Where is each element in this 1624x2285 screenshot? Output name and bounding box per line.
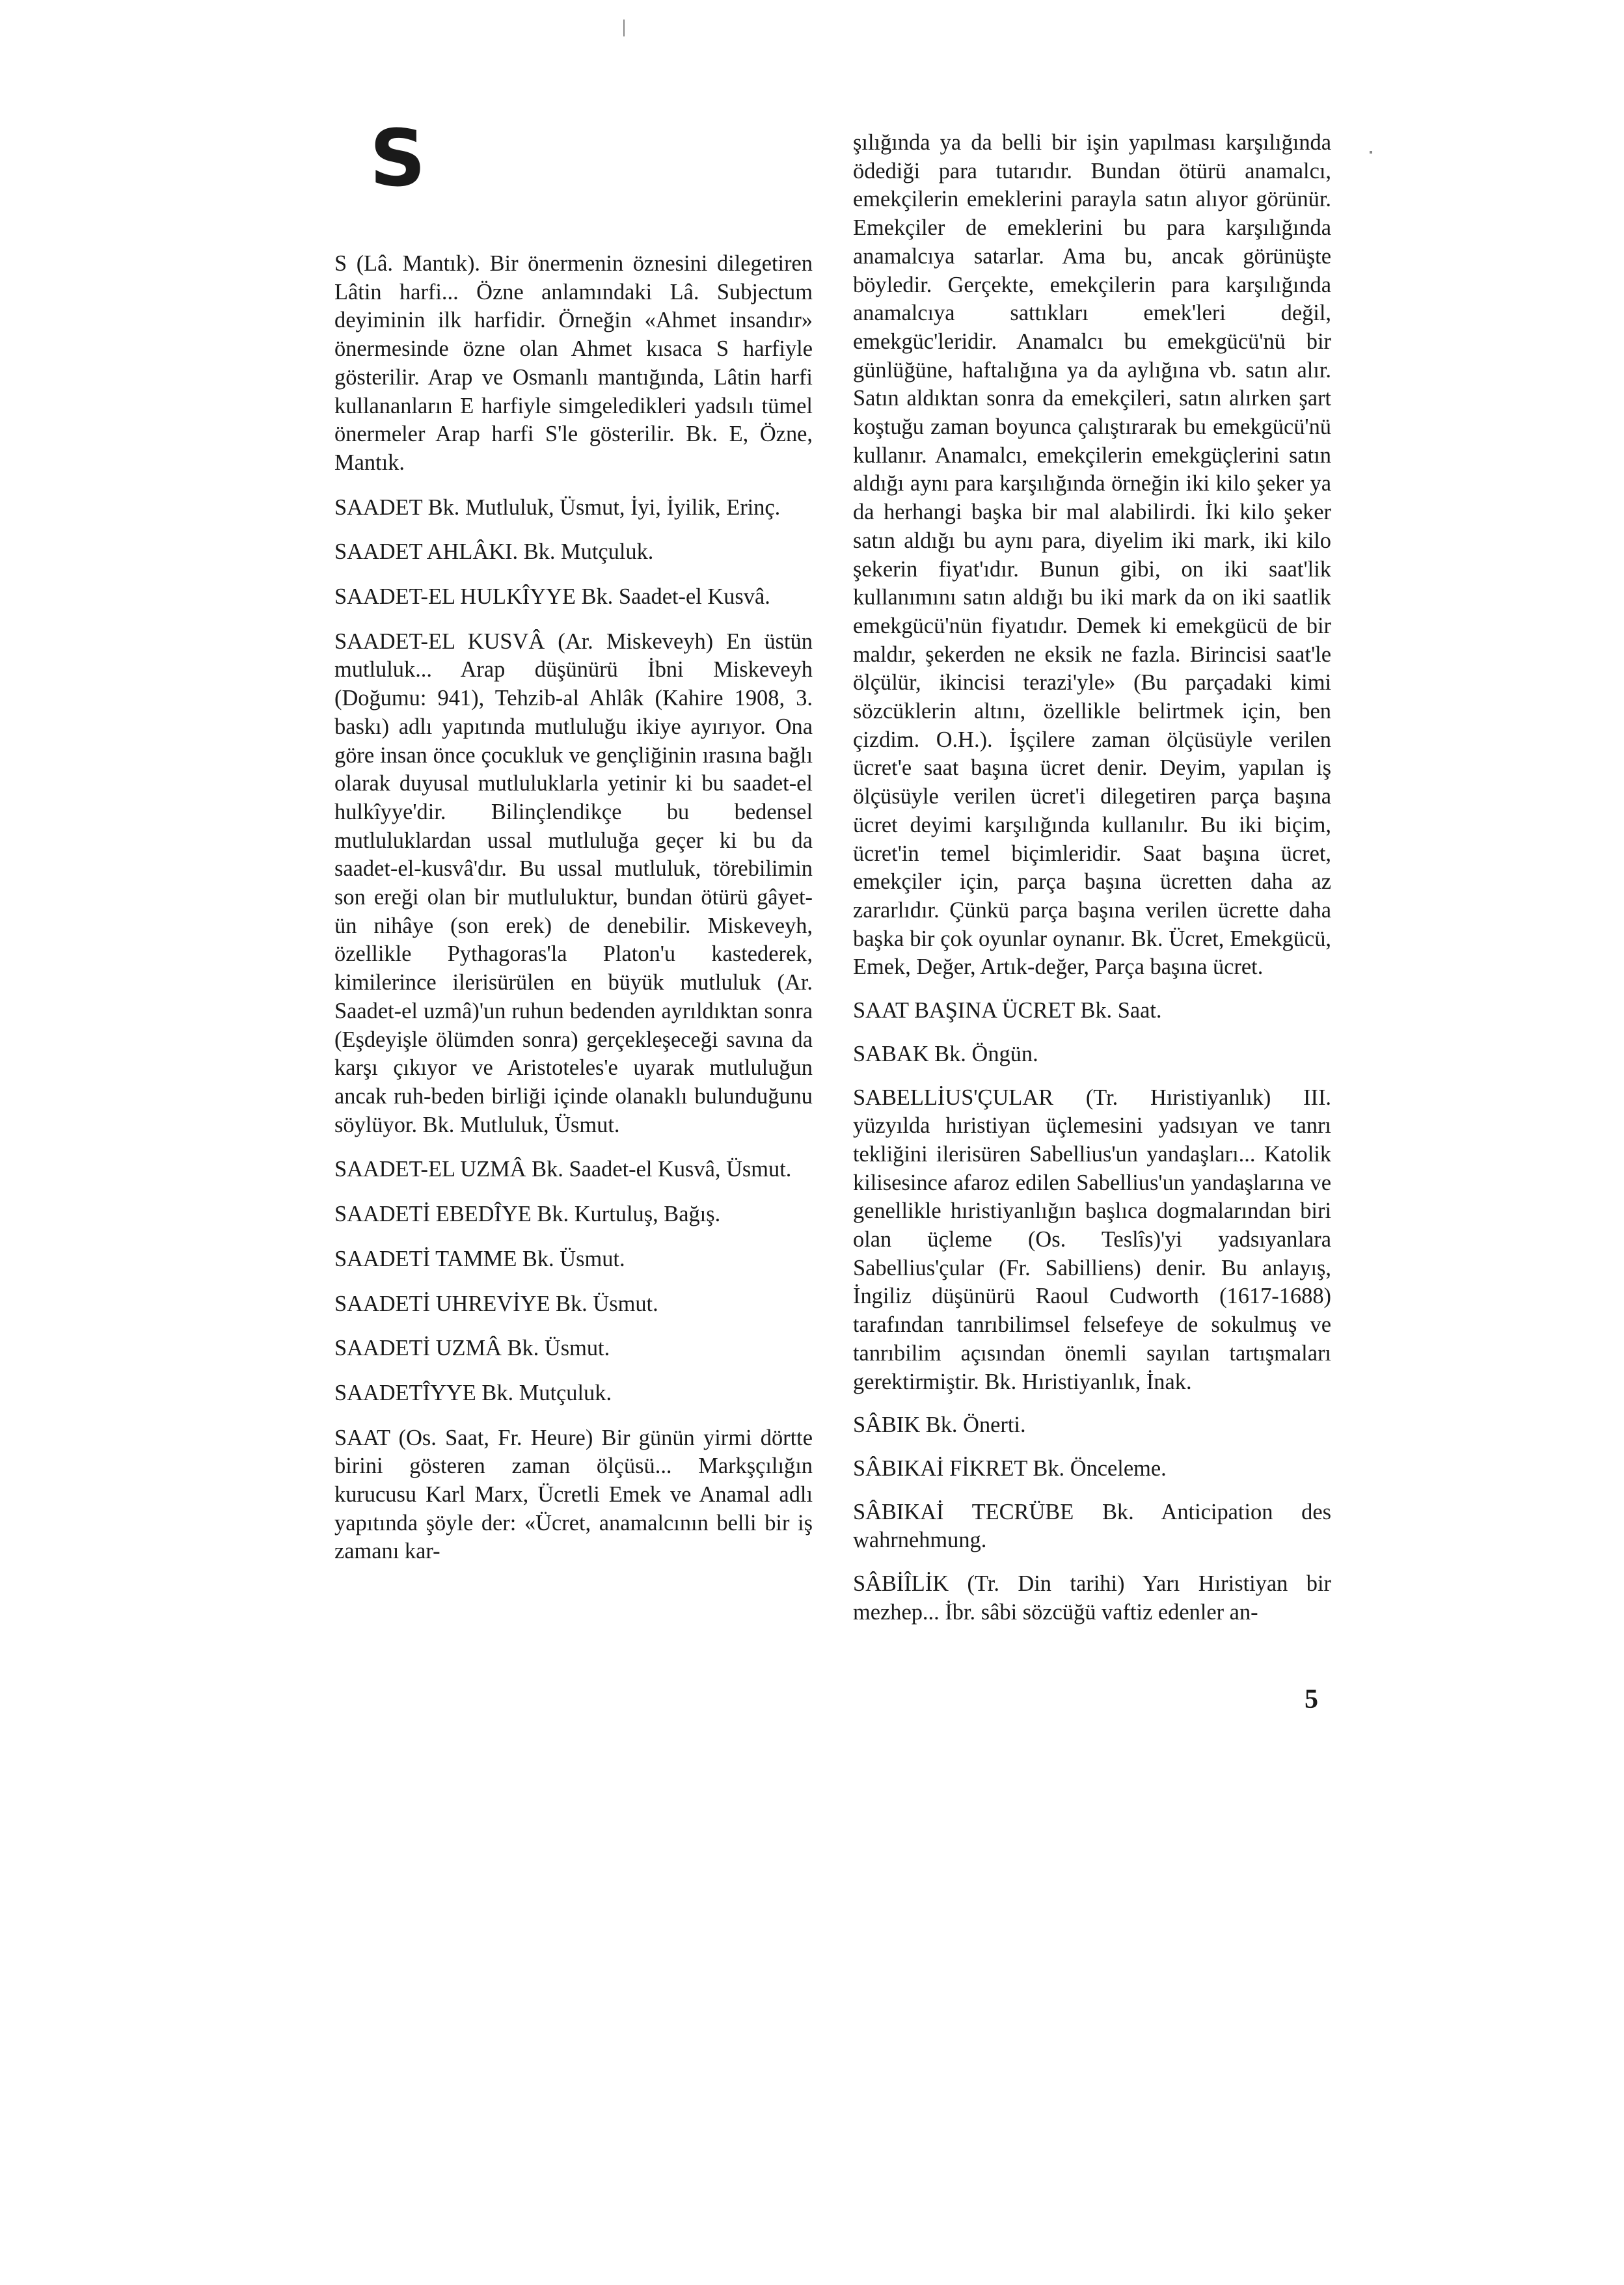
print-speck <box>623 20 625 36</box>
dictionary-entry: SAADETÎYYE Bk. Mutçuluk. <box>334 1380 612 1405</box>
section-letter-heading: S <box>370 114 424 204</box>
dictionary-entry: SABAK Bk. Öngün. <box>853 1041 1038 1066</box>
dictionary-entry: şılığında ya da belli bir işin yapılması karşılığında ödediği para tutarıdır. Bundan ötürü anamalcı, emekçilerin emeklerini parayla satın alıyor görünür. Emekçiler de emeklerini bu para karşılığında anamalcıya satarlar. Ama bu, ancak görünüşte böyledir. Gerçekte, emekçilerin para karşılığında anamalcıya sattıkları emek'leri değil, emekgüc'leridir. Anamalcı bu emekgücü'nü bir günlüğüne, haftalığına ya da aylığına vb. satın alır. Satın aldıktan sonra da emekçileri, satın alırken şart koştuğu zaman boyunca çalıştırarak bu emekgücü'nü kullanır. Anamalcı, emekçilerin emekgüçlerini satın aldığı aynı para karşılığında örneğin iki kilo şeker ya da herhangi başka bir mal alabilirdi. İki kilo şeker satın aldığı bu aynı para, diyelim iki mark, iki kilo şekerin fiyat'ıdır. Bunun gibi, on iki saat'lik kullanımını satın aldığı bu iki mark da on iki saatlik emekgücü'nün fiyatıdır. Demek ki emekgücü de bir maldır, şekerden ne eksik ne fazla. Birincisi saat'le ölçülür, ikincisi terazi'yle» (Bu parçadaki kimi sözcüklerin altını, özellikle belirtmek için, ben çizdim. O.H.). İşçilere zaman ölçüsüyle verilen ücret'e saat başına ücret denir. Deyim, yapılan iş ölçüsüyle verilen ücret'i dilegetiren parça başına ücret deyimi karşılığında kullanılır. Bu iki biçim, ücret'in temel biçimleridir. Saat başına ücret, emekçiler için, parça başına ücretten daha az zararlıdır. Çünkü parça başına verilen ücrette daha başka bir çok oyunlar oynanır. Bk. Ücret, Emekgücü, Emek, Değer, Artık-değer, Parça başına ücret. <box>853 130 1331 980</box>
dictionary-entry: SAADETİ UHREVİYE Bk. Üsmut. <box>334 1291 658 1316</box>
dictionary-entry: SAADETİ TAMME Bk. Üsmut. <box>334 1246 625 1271</box>
dictionary-entry: SÂBİÎLİK (Tr. Din tarihi) Yarı Hıristiyan bir mezhep... İbr. sâbi sözcüğü vaftiz edenler an- <box>853 1571 1331 1625</box>
dictionary-entry: SAADET AHLÂKI. Bk. Mutçuluk. <box>334 539 654 565</box>
dictionary-entry: SAAT (Os. Saat, Fr. Heure) Bir günün yirmi dörtte birini gösteren zaman ölçüsü... Markşçılığın kurucusu Karl Marx, Ücretli Emek ve Anamal adlı yapıtında şöyle der: «Ücret, anamalcının belli bir iş zamanı kar- <box>334 1425 813 1564</box>
dictionary-entry: SAADETİ EBEDÎYE Bk. Kurtuluş, Bağış. <box>334 1202 721 1227</box>
dictionary-entry: SAAT BAŞINA ÜCRET Bk. Saat. <box>853 998 1162 1023</box>
right-column <box>853 129 1331 1642</box>
left-column <box>334 250 813 1582</box>
dictionary-entry: SAADET-EL KUSVÂ (Ar. Miskeveyh) En üstün mutluluk... Arap düşünürü İbni Miskeveyh (Doğumu: 941), Tehzib-al Ahlâk (Kahire 1908, 3. baskı) adlı yapıtında mutluluğu ikiye ayırıyor. Ona göre insan önce çocukluk ve gençliğinin ırasına bağlı olarak duyusal mutluluklarla yetinir ki bu saadet-el hulkîyye'dir. Bilinçlendikçe bu bedensel mutluluklardan ussal mutluluğa geçer ki bu da saadet-el-kusvâ'dır. Bu ussal mutluluk, törebilimin son ereği olan bir mutluluktur, bundan ötürü gâyet-ün nihâye (son erek) de denebilir. Miskeveyh, özellikle Pythagoras'la Platon'u kastederek, kimilerince ilerisürülen en büyük mutluluk (Ar. Saadet-el uzmâ)'un ruhun bedenden ayrıldıktan sonra (Eşdeyişle ölümden sonra) gerçekleşeceği savına da karşı çıkıyor ve Aristoteles'e uyarak mutluluğun ancak ruh-beden birliği içinde olanaklı bulunduğunu söylüyor. Bk. Mutluluk, Üsmut. <box>334 629 813 1137</box>
dictionary-entry: S (Lâ. Mantık). Bir önermenin öznesini dilegetiren Lâtin harfi... Özne anlamındaki Lâ. Subjectum deyiminin ilk harfidir. Örneğin «Ahmet insandır» önermesinde özne olan Ahmet kısaca S harfiyle gösterilir. Arap ve Osmanlı mantığında, Lâtin harfi kullananların E harfiyle simgeledikleri yadsılı tümel önermeler Arap harfi S'le gösterilir. Bk. E, Özne, Mantık. <box>334 251 813 475</box>
dictionary-entry: SAADETİ UZMÂ Bk. Üsmut. <box>334 1336 610 1361</box>
dictionary-entry: SAADET Bk. Mutluluk, Üsmut, İyi, İyilik, Erinç. <box>334 494 781 520</box>
dictionary-entry: SAADET-EL HULKÎYYE Bk. Saadet-el Kusvâ. <box>334 584 770 610</box>
page-number: 5 <box>1305 1684 1318 1714</box>
dictionary-entry: SÂBIK Bk. Önerti. <box>853 1413 1026 1438</box>
dictionary-entry: SÂBIKAİ TECRÜBE Bk. Anticipation des wahrnehmung. <box>853 1499 1331 1553</box>
dictionary-entry: SAADET-EL UZMÂ Bk. Saadet-el Kusvâ, Üsmut. <box>334 1157 792 1182</box>
dictionary-entry: SABELLİUS'ÇULAR (Tr. Hıristiyanlık) III. yüzyılda hıristiyan üçlemesini yadsıyan ve tanrı tekliğini ilerisüren Sabellius'un yandaşları... Katolik kilisesince afaroz edilen Sabellius'un yandaşlarına ve genellikle hıristiyanlığın başlıca dogmalarından biri olan üçleme (Os. Teslîs)'yi yadsıyanlara Sabellius'çular (Fr. Sabilliens) denir. Bu anlayış, İngiliz düşünürü Raoul Cudworth (1617-1688) tarafından tanrıbilimsel felsefeye de sokulmuş ve tanrıbilim açısından önemli sayılan tartışmaları gerektirmiştir. Bk. Hıristiyanlık, İnak. <box>853 1085 1331 1394</box>
print-speck <box>1370 151 1372 154</box>
dictionary-entry: SÂBIKAİ FİKRET Bk. Önceleme. <box>853 1455 1167 1481</box>
